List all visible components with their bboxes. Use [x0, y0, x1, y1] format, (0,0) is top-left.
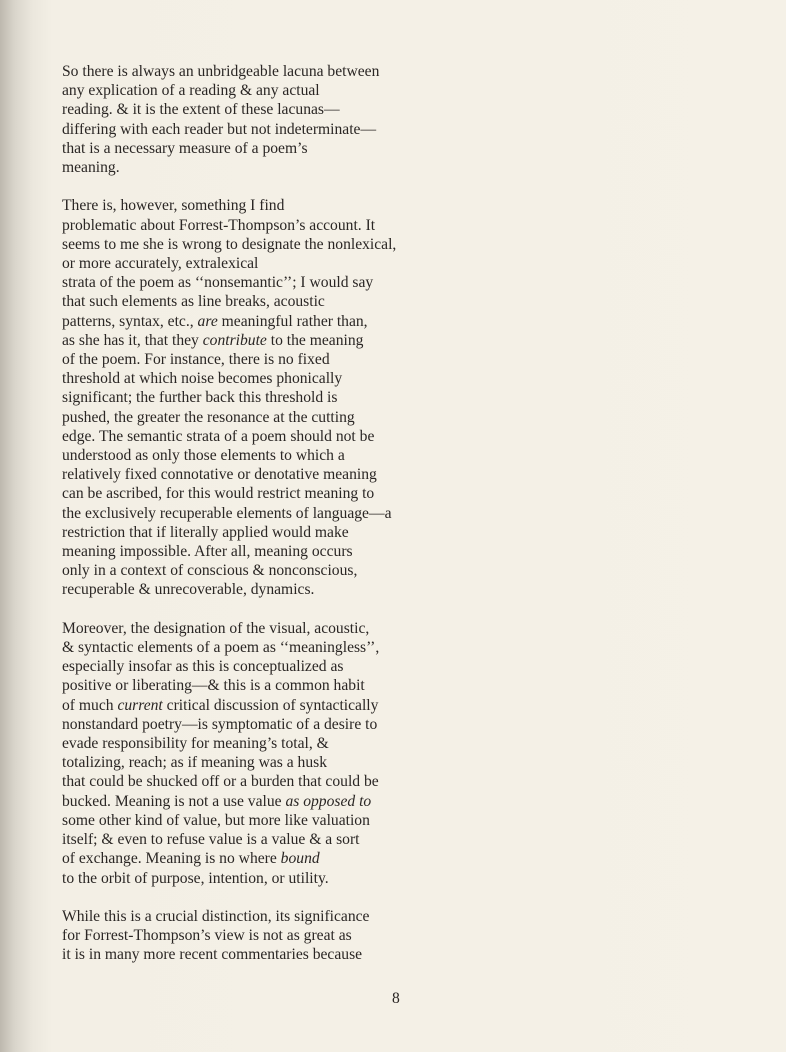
text-segment: only in a context of conscious & nonconscious,: [62, 562, 358, 580]
text-line: [62, 734, 462, 753]
text-segment: meaning.: [62, 159, 120, 177]
text-segment: nonstandard poetry—is symptomatic of a desire to: [62, 715, 378, 733]
text-segment: to the orbit of purpose, intention, or utility.: [62, 869, 329, 887]
text-segment: the exclusively recuperable elements of language—a: [62, 504, 392, 522]
text-segment: seems to me she is wrong to designate the nonlexical,: [62, 235, 397, 253]
text-segment: differing with each reader but not indeterminate—: [62, 120, 377, 138]
text-line: [62, 100, 462, 119]
text-segment: to the meaning: [266, 331, 364, 349]
text-segment: meaningful rather than,: [217, 312, 368, 330]
text-segment: critical discussion of syntactically: [162, 696, 379, 714]
text-segment: reading. & it is the extent of these lacunas—: [62, 101, 340, 119]
text-segment: bucked. Meaning is not a use value: [62, 792, 286, 810]
text-line: [62, 446, 462, 465]
text-line: [62, 216, 462, 235]
text-line: [62, 254, 462, 273]
text-segment: positive or liberating—& this is a common habit: [62, 677, 365, 695]
text-line: [62, 772, 462, 791]
text-line: [62, 388, 462, 407]
text-segment: Moreover, the designation of the visual, acoustic,: [62, 619, 370, 637]
text-segment: & syntactic elements of a poem as ‘‘meaningless’’,: [62, 639, 380, 657]
text-line: [62, 811, 462, 830]
text-segment: pushed, the greater the resonance at the cutting: [62, 408, 355, 426]
text-line: [62, 465, 462, 484]
paragraph: [62, 62, 462, 177]
text-segment: can be ascribed, for this would restrict meaning to: [62, 485, 375, 503]
text-segment: recuperable & unrecoverable, dynamics.: [62, 581, 315, 599]
text-line: [62, 753, 462, 772]
text-line: [62, 715, 462, 734]
body-text: [62, 62, 462, 984]
text-segment: significant; the further back this threshold is: [62, 389, 338, 407]
text-segment: that such elements as line breaks, acoustic: [62, 293, 325, 311]
text-line: [62, 81, 462, 100]
text-line: [62, 676, 462, 695]
text-line: [62, 369, 462, 388]
italic-text: current: [117, 696, 163, 714]
text-line: [62, 792, 462, 811]
paragraph: [62, 907, 462, 965]
text-line: [62, 657, 462, 676]
text-line: [62, 561, 462, 580]
text-line: [62, 619, 462, 638]
text-segment: any explication of a reading & any actual: [62, 82, 320, 100]
text-segment: edge. The semantic strata of a poem should not be: [62, 427, 375, 445]
text-segment: So there is always an unbridgeable lacuna between: [62, 63, 380, 80]
text-segment: or more accurately, extralexical: [62, 255, 259, 273]
text-segment: of exchange. Meaning is no where: [62, 850, 281, 868]
text-line: [62, 292, 462, 311]
text-line: [62, 120, 462, 139]
text-line: [62, 158, 462, 177]
text-segment: relatively fixed connotative or denotative meaning: [62, 466, 377, 484]
text-line: [62, 350, 462, 369]
text-line: [62, 427, 462, 446]
text-segment: meaning impossible. After all, meaning occurs: [62, 543, 353, 561]
text-line: [62, 926, 462, 945]
text-segment: itself; & even to refuse value is a value & a sort: [62, 831, 360, 849]
text-segment: of the poem. For instance, there is no fixed: [62, 351, 330, 369]
italic-text: as opposed to: [285, 792, 372, 810]
text-segment: some other kind of value, but more like valuation: [62, 811, 370, 829]
text-line: [62, 907, 462, 926]
text-line: [62, 696, 462, 715]
text-line: [62, 542, 462, 561]
text-line: [62, 331, 462, 350]
text-line: [62, 504, 462, 523]
text-line: [62, 196, 462, 215]
text-segment: strata of the poem as ‘‘nonsemantic’’; I would say: [62, 274, 374, 292]
text-segment: restriction that if literally applied would make: [62, 523, 349, 541]
text-segment: There is, however, something I find: [62, 197, 285, 215]
text-segment: especially insofar as this is conceptualized as: [62, 658, 344, 676]
text-segment: While this is a crucial distinction, its significance: [62, 907, 370, 925]
italic-text: contribute: [202, 331, 267, 349]
italic-text: are: [197, 312, 218, 330]
text-line: [62, 638, 462, 657]
text-line: [62, 580, 462, 599]
text-segment: patterns, syntax, etc.,: [62, 312, 198, 330]
text-line: [62, 139, 462, 158]
text-segment: it is in many more recent commentaries because: [62, 946, 363, 964]
text-segment: as she has it, that they: [62, 331, 203, 349]
text-segment: understood as only those elements to which a: [62, 447, 345, 465]
text-line: [62, 849, 462, 868]
text-segment: evade responsibility for meaning’s total, &: [62, 735, 329, 753]
text-segment: that could be shucked off or a burden that could be: [62, 773, 379, 791]
text-line: [62, 484, 462, 503]
text-line: [62, 523, 462, 542]
text-line: [62, 830, 462, 849]
text-segment: of much: [62, 696, 118, 714]
text-line: [62, 273, 462, 292]
paragraph: [62, 619, 462, 888]
text-line: [62, 869, 462, 888]
text-line: [62, 312, 462, 331]
text-segment: problematic about Forrest-Thompson’s account. It: [62, 216, 376, 234]
italic-text: bound: [280, 850, 320, 868]
text-line: [62, 62, 462, 81]
text-line: [62, 945, 462, 964]
text-line: [62, 408, 462, 427]
text-segment: that is a necessary measure of a poem’s: [62, 139, 308, 157]
page-number: 8: [392, 990, 400, 1007]
text-segment: threshold at which noise becomes phonically: [62, 370, 343, 388]
paragraph: [62, 196, 462, 599]
text-segment: totalizing, reach; as if meaning was a husk: [62, 754, 328, 772]
text-line: [62, 235, 462, 254]
text-segment: for Forrest-Thompson’s view is not as great as: [62, 927, 352, 945]
